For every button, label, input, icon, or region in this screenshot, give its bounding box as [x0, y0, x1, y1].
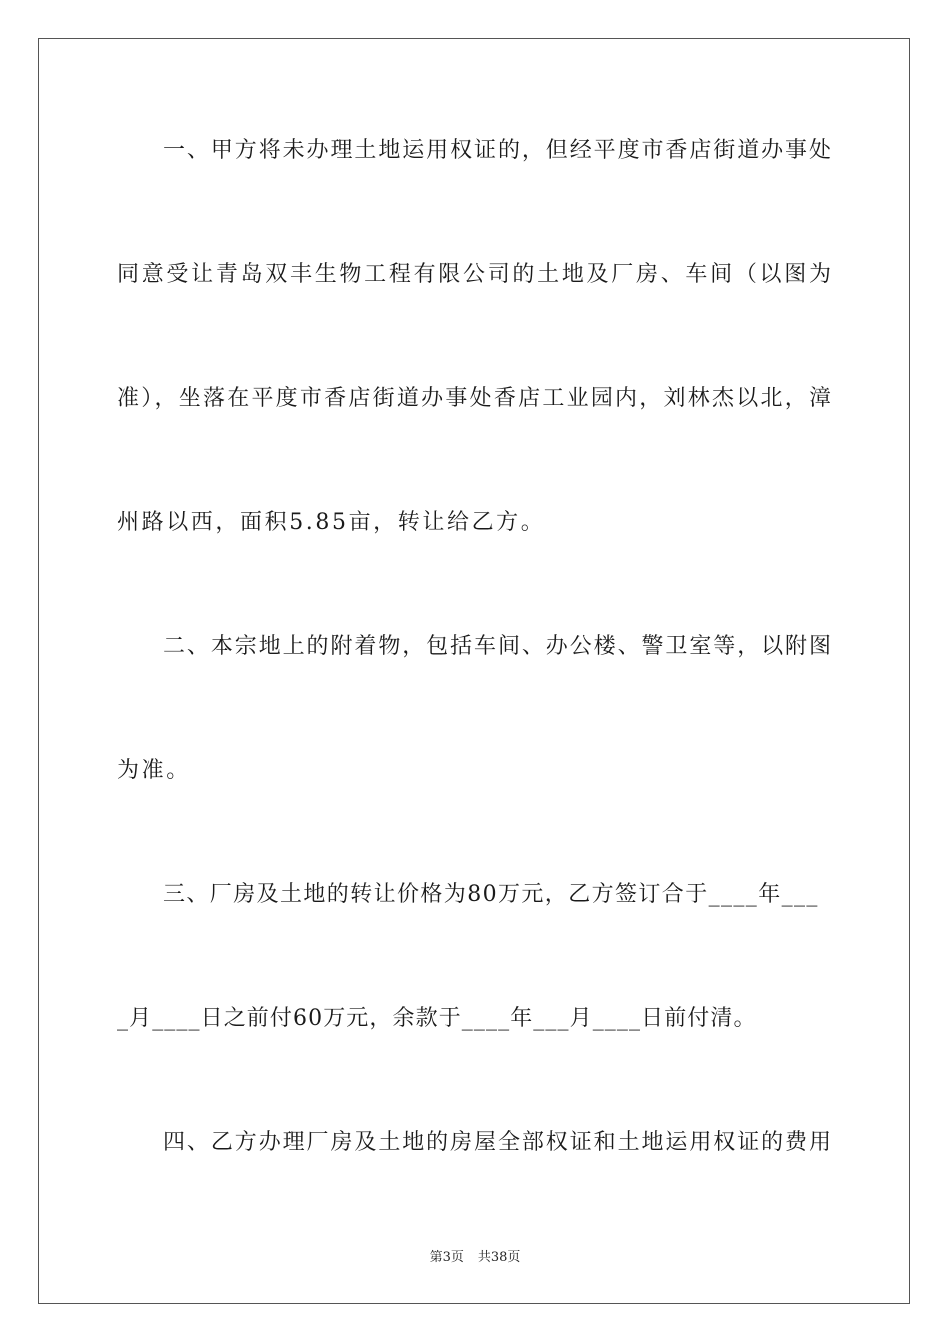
paragraph-1-line-4: 州路以西，面积5.85亩，转让给乙方。: [117, 510, 546, 535]
page-number-current: 第3页: [429, 1250, 464, 1265]
page-footer: [0, 1246, 950, 1265]
paragraph-2-line-1: 二、本宗地上的附着物，包括车间、办公楼、警卫室等，以附图: [163, 634, 831, 659]
paragraph-4-line-1: 四、乙方办理厂房及土地的房屋全部权证和土地运用权证的费用: [163, 1130, 831, 1155]
page-frame: [38, 38, 910, 1304]
paragraph-1-line-3: 准），坐落在平度市香店街道办事处香店工业园内，刘林杰以北，漳: [117, 386, 831, 411]
paragraph-3-line-1: 三、厂房及土地的转让价格为80万元，乙方签订合于____年___: [163, 882, 819, 907]
paragraph-3-line-2: _月____日之前付60万元，余款于____年___月____日前付清。: [117, 1006, 757, 1031]
page-number-total: 共38页: [477, 1250, 521, 1265]
paragraph-2-line-2: 为准。: [117, 758, 191, 783]
paragraph-1-line-2: 同意受让青岛双丰生物工程有限公司的土地及厂房、车间（以图为: [117, 262, 831, 287]
paragraph-1-line-1: 一、甲方将未办理土地运用权证的，但经平度市香店街道办事处: [163, 138, 831, 163]
